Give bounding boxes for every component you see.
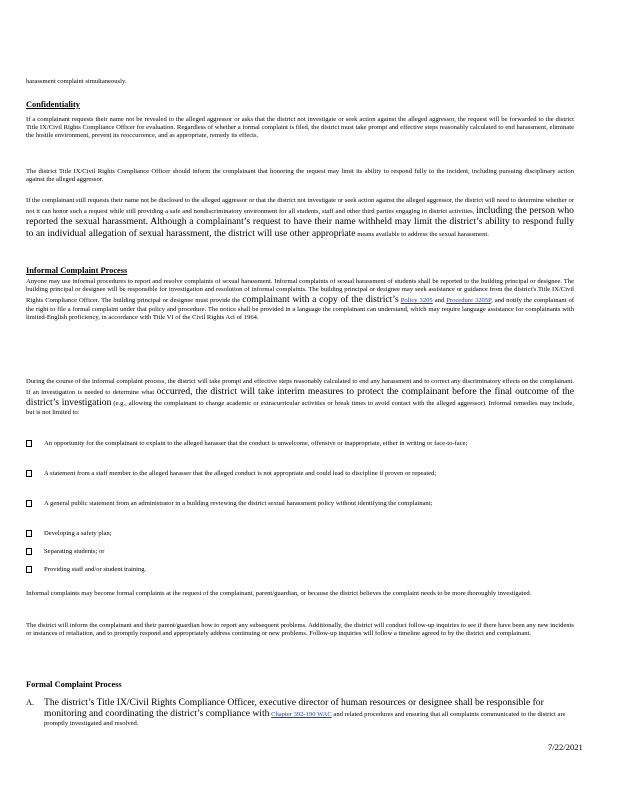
list-item: A statement from a staff member to the alleged harasser that the alleged conduct is not appropriate and could lead to discipline if proven or repeated;: [26, 470, 574, 478]
formal-item-a: [26, 697, 574, 728]
bullet-icon: [26, 500, 32, 507]
bullet-icon: [26, 548, 32, 555]
confidentiality-p3-middle: including the person who reported the sexual harassment. Although a complainant’s request to have their name withheld may limit the district’s ability to respond fully to an individual allegation of sexual harassment, the district will use other appropriate: [26, 205, 574, 239]
informal-paragraph-4: The district will inform the complainant and their parent/guardian how to report any subsequent problems. Additionally, the district will conduct follow-up inquiries to see if there have been any new incidents or instances of retaliation, and to promptly respond and appropriately address continuing or new problems. Follow-up inquiries will follow a timeline agreed to by the district and complainant.: [26, 622, 574, 638]
policy-3205-link[interactable]: Policy 3205: [400, 297, 433, 305]
confidentiality-paragraph-3: [26, 197, 574, 239]
informal-p2-end: (e.g., allowing the complainant to change academic or extracurricular activities or break times to avoid contact with the alleged aggressor). Informal remedies may include, but is not limited to:: [26, 400, 574, 416]
bullet-icon: [26, 530, 32, 537]
formal-item-a-end: and related procedures and ensuring that all complaints communicated to the district are promptly investigated and resolved.: [44, 711, 566, 727]
list-item: An opportunity for the complainant to explain to the alleged harasser that the conduct is unwelcome, offensive or inappropriate, either in writing or face-to-face;: [26, 440, 574, 448]
informal-p1-end: , and notify the complainant of the right to file a formal complaint under that policy and procedure. The notice shall be provided in a language the complainant can understand, which may require language assistance for complainants with limited-English proficiency, in accordance with Title VI of the Civil Rights Act of 1964.: [26, 297, 575, 321]
chapter-wac-link[interactable]: Chapter 392-190 WAC: [271, 711, 332, 718]
informal-p2-start: During the course of the informal complaint process, the district will take prompt and effective steps reasonably calculated to end any harassment and to correct any discriminatory effects on the complainant. If an investigation is needed to determine what: [26, 378, 574, 397]
confidentiality-heading: Confidentiality: [26, 100, 80, 109]
confidentiality-paragraph-1: If a complainant requests their name not be revealed to the alleged aggressor or asks that the district not investigate or seek action against the alleged aggressor, the request will be forwarded to the district Title IX/Civil Rights Compliance Officer for evaluation. Regardless of whether a formal complaint is filed, the district must take prompt and effective steps reasonably calculated to end harassment, eliminate the hostile environment, prevent its reoccurrence, and as appropriate, remedy its effects.: [26, 116, 574, 140]
bullet-icon: [26, 470, 32, 477]
informal-p1-start: Anyone may use informal procedures to report and resolve complaints of sexual harassment. Informal complaints of sexual harassment of students shall be reported to the building principal or designee. The building principal or designee will be responsible for investigation and resolution of informal complaints. The building principal or designee may seek assistance or guidance from the district's Title IX/Civil Rights Compliance Officer. The building principal or designee must provide the: [26, 278, 574, 305]
formal-item-a-text: The district’s Title IX/Civil Rights Compliance Officer, executive director of human resources or designee shall be responsible for monitoring and coordinating the district’s compliance with: [44, 697, 544, 719]
and-text: and: [434, 297, 445, 305]
list-item: Developing a safety plan;: [26, 530, 574, 538]
list-item: Separating students; or: [26, 548, 574, 556]
informal-p2-middle: occurred, the district will take interim measures to protect the complainant before the final outcome of the district’s investigation: [26, 386, 574, 409]
confidentiality-p3-start: If the complainant still requests their name not be disclosed to the alleged aggressor or that the district not investigate or seek action against the alleged aggressor, the district will need to determine whether or not it can honor such a request while still providing a safe and nondiscriminatory environment for all students, staff and other third parties engaging in district activities,: [26, 197, 574, 216]
informal-p1-copy-text: complainant with a copy of the district’s: [242, 294, 399, 306]
informal-paragraph-2: [26, 378, 574, 417]
confidentiality-paragraph-2: The district Title IX/Civil Rights Compliance Officer should inform the complainant that honoring the request may limit its ability to respond fully to the incident, including pursuing disciplinary action against the alleged aggressor.: [26, 168, 574, 184]
informal-paragraph-1: [26, 278, 574, 322]
procedure-3205p-link[interactable]: Procedure 3205P: [446, 297, 492, 305]
bullet-icon: [26, 440, 32, 447]
item-marker: A.: [26, 698, 35, 707]
bullet-icon: [26, 566, 32, 573]
list-item: Providing staff and/or student training.: [26, 566, 574, 574]
informal-heading: Informal Complaint Process: [26, 266, 128, 275]
confidentiality-p3-end: means available to address the sexual harassment.: [357, 230, 489, 238]
informal-paragraph-3: Informal complaints may become formal complaints at the request of the complainant, parent/guardian, or because the district believes the complaint needs to be more thoroughly investigated.: [26, 590, 532, 597]
formal-heading: Formal Complaint Process: [26, 680, 122, 689]
document-date: 7/22/2021: [548, 742, 583, 752]
top-fragment: harassment complaint simultaneously.: [26, 78, 127, 85]
list-item: A general public statement from an administrator in a building reviewing the district sexual harassment policy without identifying the complainant;: [26, 500, 574, 508]
